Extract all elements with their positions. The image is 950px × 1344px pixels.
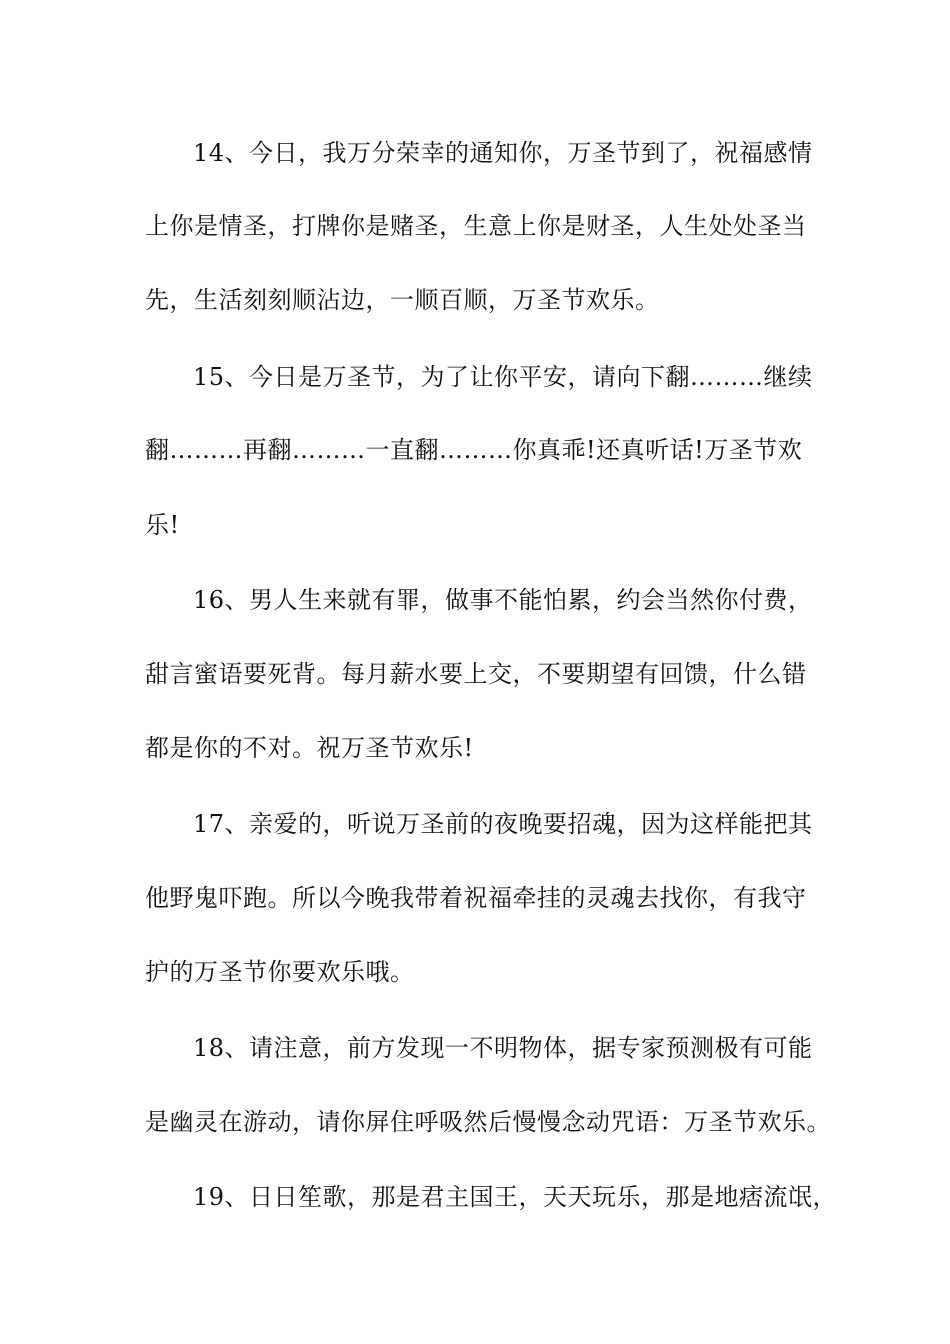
- text-line: 乐!: [145, 511, 180, 539]
- text-line: 17、亲爱的，听说万圣前的夜晚要招魂，因为这样能把其: [193, 810, 813, 838]
- text-line: 他野鬼吓跑。所以今晚我带着祝福牵挂的灵魂去找你，有我守: [145, 884, 807, 912]
- text-line: 都是你的不对。祝万圣节欢乐!: [145, 734, 474, 762]
- text-line: 上你是情圣，打牌你是赌圣，生意上你是财圣，人生处处圣当: [145, 212, 807, 240]
- text-line: 15、今日是万圣节，为了让你平安，请向下翻………继续: [193, 363, 813, 391]
- text-line: 14、今日，我万分荣幸的通知你，万圣节到了，祝福感情: [193, 139, 813, 167]
- text-line: 先，生活刻刻顺沾边，一顺百顺，万圣节欢乐。: [145, 286, 660, 314]
- text-line: 16、男人生来就有罪，做事不能怕累，约会当然你付费，: [193, 586, 813, 614]
- text-line: 翻………再翻………一直翻………你真乖!还真听话!万圣节欢: [145, 436, 803, 464]
- text-line: 甜言蜜语要死背。每月薪水要上交，不要期望有回馈，什么错: [145, 660, 807, 688]
- text-line: 护的万圣节你要欢乐哦。: [145, 958, 415, 986]
- text-line: 18、请注意，前方发现一不明物体，据专家预测极有可能: [193, 1034, 813, 1062]
- text-line: 19、日日笙歌，那是君主国王，天天玩乐，那是地痞流氓，: [193, 1183, 838, 1211]
- text-line: 是幽灵在游动，请你屏住呼吸然后慢慢念动咒语：万圣节欢乐。: [145, 1108, 831, 1136]
